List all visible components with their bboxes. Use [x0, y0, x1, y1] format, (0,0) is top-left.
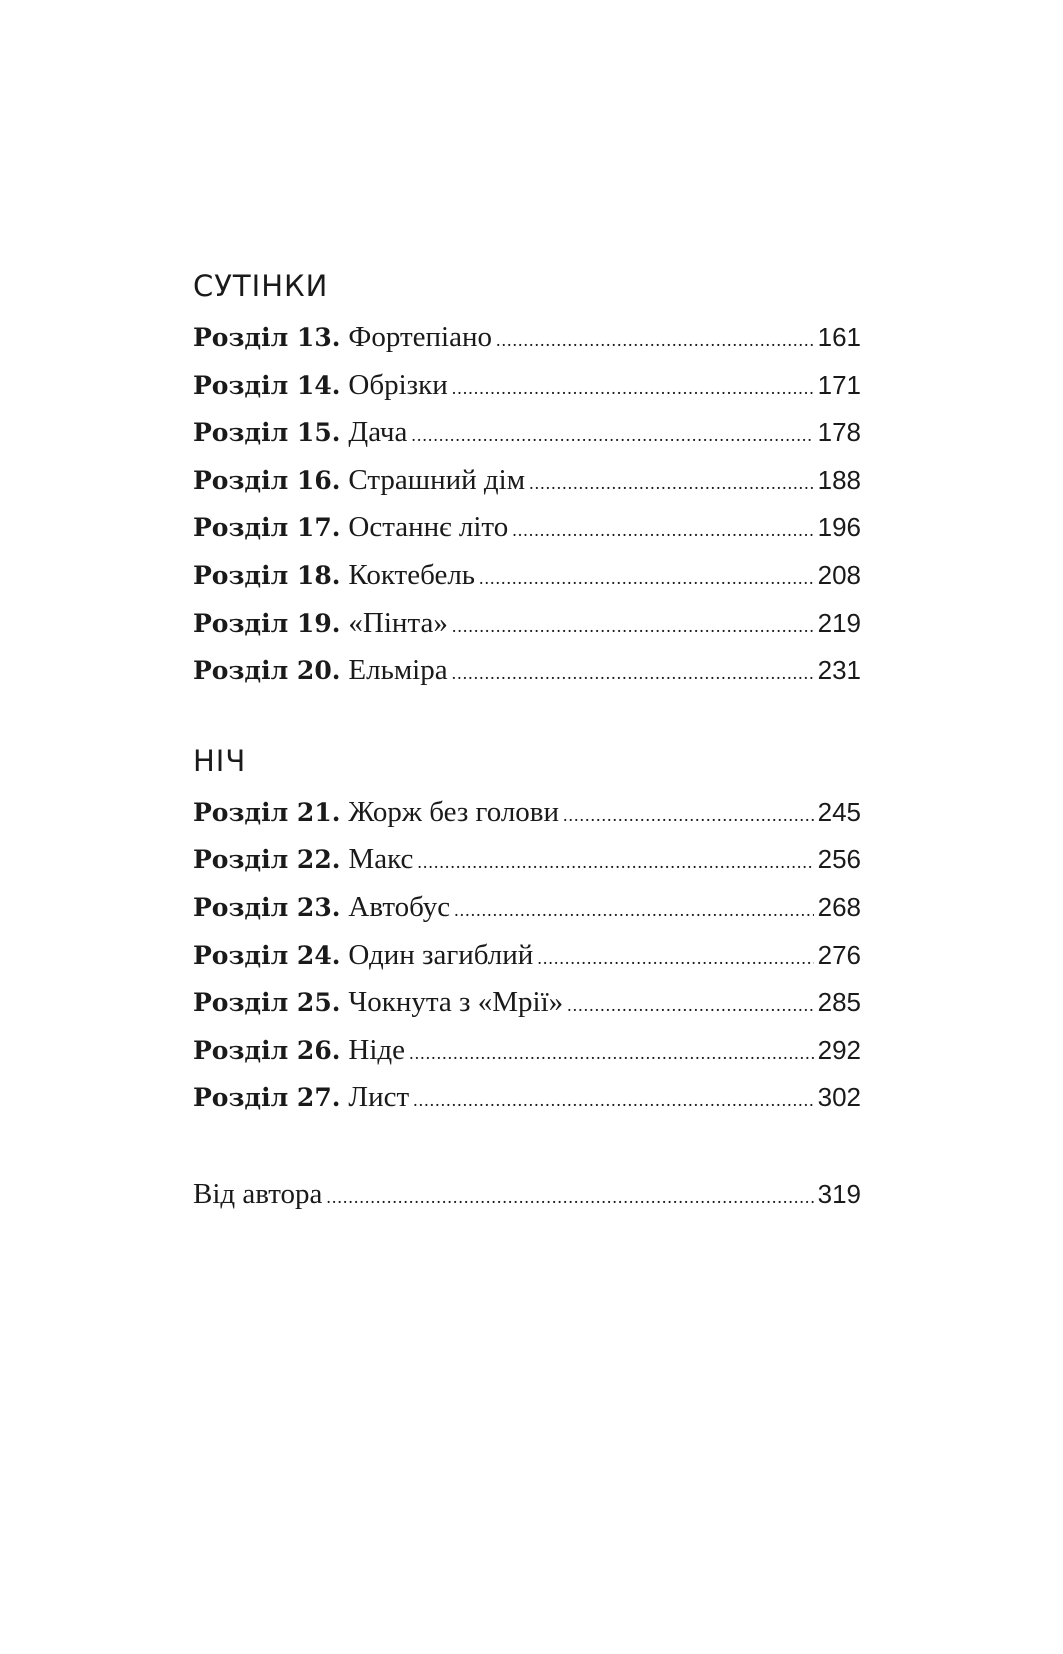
chapter-label: Розділ 14. [193, 370, 341, 400]
toc-entry-chapter-13[interactable] [193, 314, 861, 362]
table-of-contents [193, 268, 861, 1219]
chapter-title: Чокнута з «Мрії» [348, 986, 564, 1019]
toc-entry-chapter-18[interactable] [193, 552, 861, 600]
dot-leader [413, 1077, 813, 1125]
chapter-title: Ніде [348, 1033, 406, 1066]
chapter-title: Дача [348, 416, 408, 449]
chapter-title: «Пінта» [348, 606, 448, 639]
chapter-title: Макс [348, 843, 414, 876]
page-number: 256 [817, 844, 861, 875]
page-number: 245 [817, 796, 861, 827]
dot-leader [512, 507, 813, 555]
dot-leader [411, 412, 813, 460]
page-number: 188 [817, 464, 861, 495]
toc-entry-chapter-15[interactable] [193, 409, 861, 457]
page-number: 268 [817, 891, 861, 922]
toc-entry-chapter-16[interactable] [193, 457, 861, 505]
toc-entry-chapter-23[interactable] [193, 884, 861, 932]
toc-entry-author-note[interactable] [193, 1171, 861, 1219]
page-number: 171 [817, 369, 861, 400]
section-sutinky [193, 268, 861, 695]
dot-leader [452, 650, 814, 698]
page-number: 302 [817, 1082, 861, 1113]
section-title: НІЧ [193, 743, 247, 778]
chapter-title: Обрізки [348, 368, 448, 401]
section-title: СУТІНКИ [193, 269, 329, 303]
dot-leader [454, 887, 813, 935]
chapter-label: Розділ 26. [193, 1035, 341, 1065]
dot-leader [452, 365, 814, 413]
chapter-title: Страшний дім [348, 463, 526, 496]
chapter-title: Автобус [348, 890, 451, 923]
dot-leader [563, 792, 814, 840]
dot-leader [452, 603, 814, 651]
chapter-title: Фортепіано [348, 321, 492, 353]
chapter-label: Розділ 27. [193, 1083, 341, 1113]
dot-leader [529, 460, 814, 508]
chapter-label: Розділ 19. [193, 608, 341, 638]
chapter-title: Коктебель [348, 558, 476, 591]
toc-entry-chapter-20[interactable] [193, 647, 861, 695]
chapter-title: Останнє літо [348, 511, 509, 544]
section-nich [193, 743, 861, 1122]
page-number: 161 [817, 322, 861, 352]
page-number: 196 [817, 512, 861, 543]
page-number: 285 [817, 987, 861, 1018]
chapter-title: Ельміра [348, 654, 448, 687]
toc-entry-chapter-17[interactable] [193, 504, 861, 552]
chapter-label: Розділ 17. [193, 513, 341, 543]
dot-leader [326, 1174, 813, 1222]
page-number: 208 [817, 559, 861, 590]
page-number: 292 [817, 1034, 861, 1065]
page-number: 219 [817, 607, 861, 638]
chapter-title: Лист [348, 1081, 410, 1114]
dot-leader [567, 982, 813, 1030]
chapter-label: Розділ 23. [193, 892, 341, 922]
dot-leader [537, 935, 813, 983]
page-number: 231 [817, 655, 861, 686]
toc-entry-chapter-25[interactable] [193, 979, 861, 1027]
page-number: 319 [817, 1178, 861, 1209]
chapter-title: Жорж без голови [348, 795, 559, 828]
chapter-label: Розділ 15. [193, 418, 341, 448]
chapter-label: Розділ 25. [193, 988, 341, 1018]
dot-leader [479, 555, 814, 603]
page-number: 178 [817, 417, 861, 448]
toc-entry-chapter-21[interactable] [193, 789, 861, 837]
dot-leader [417, 839, 813, 887]
chapter-label: Розділ 13. [193, 323, 341, 352]
chapter-label: Розділ 22. [193, 845, 341, 875]
dot-leader [409, 1030, 814, 1078]
dot-leader [496, 317, 814, 365]
chapter-label: Розділ 16. [193, 465, 341, 495]
chapter-label: Розділ 24. [193, 940, 341, 970]
toc-entry-chapter-14[interactable] [193, 362, 861, 410]
toc-entry-chapter-27[interactable] [193, 1074, 861, 1122]
toc-entry-chapter-19[interactable] [193, 600, 861, 648]
page-number: 276 [817, 939, 861, 970]
toc-entry-chapter-24[interactable] [193, 932, 861, 980]
chapter-label: Розділ 21. [193, 797, 341, 827]
chapter-label: Розділ 18. [193, 560, 341, 590]
chapter-label: Розділ 20. [193, 656, 341, 686]
toc-entry-chapter-22[interactable] [193, 836, 861, 884]
chapter-title: Один загиблий [348, 938, 534, 971]
author-note-title: Від автора [193, 1177, 323, 1210]
toc-entry-chapter-26[interactable] [193, 1027, 861, 1075]
